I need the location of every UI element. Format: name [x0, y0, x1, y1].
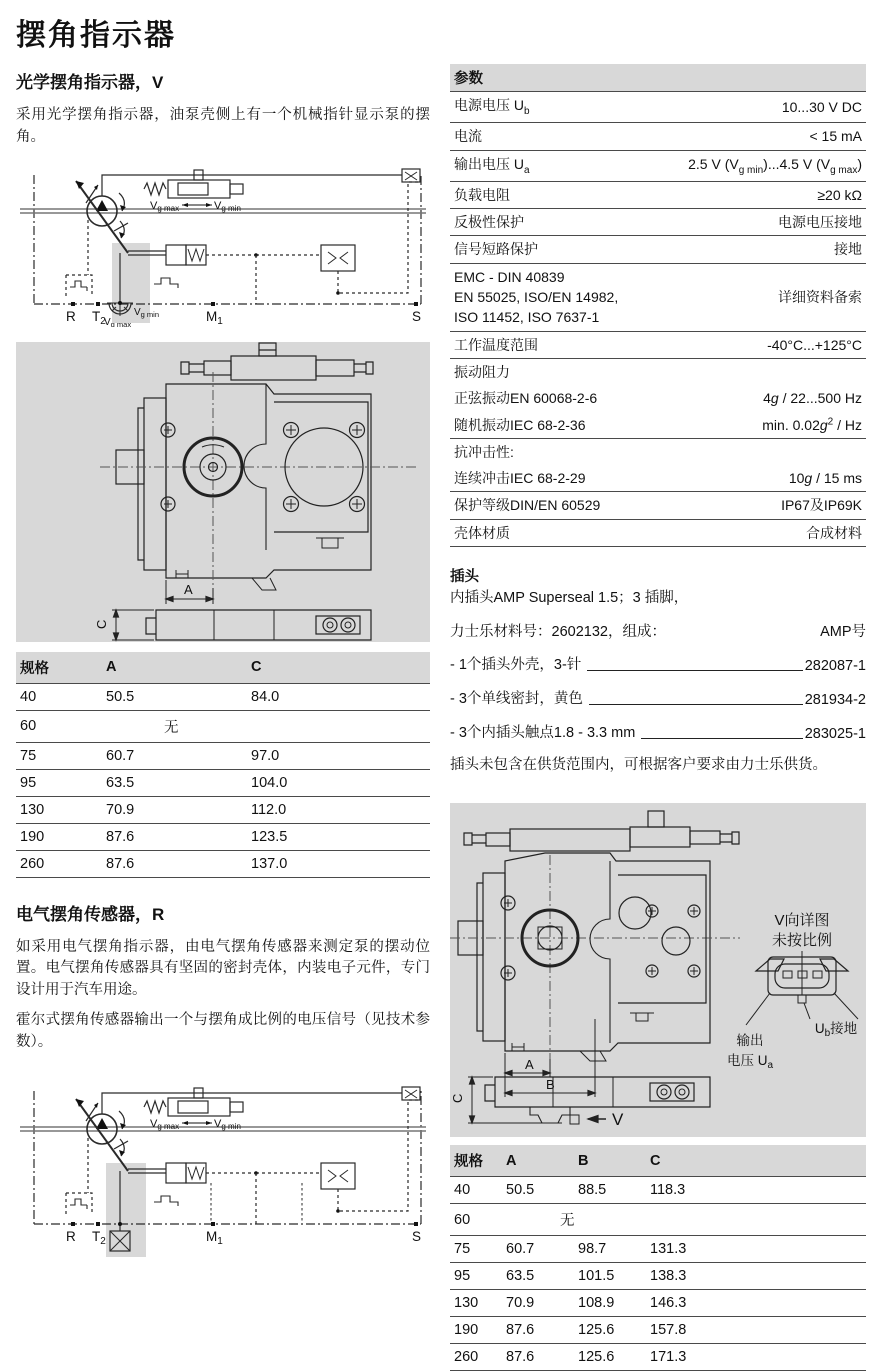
table-row [450, 1317, 866, 1344]
spec-table-electric [450, 1145, 866, 1371]
plug-item-label: - 3个单线密封，黄色 [450, 691, 583, 708]
vgmax-label: Vg max [150, 1118, 180, 1132]
port-t2-label: $T_2$ [92, 308, 106, 327]
size-cell: 60 [450, 1204, 502, 1236]
param-row [450, 412, 866, 439]
value-cell: 75 [16, 742, 102, 769]
spec-table-optical-header [16, 652, 430, 684]
fill-line [641, 738, 802, 739]
port-m1-label: $M_1$ [206, 1229, 223, 1248]
param-label: 信号短路保护 [454, 241, 538, 258]
param-value: 电源电压接地 [778, 214, 862, 231]
value-cell: 88.5 [574, 1177, 646, 1204]
plug-item-label: - 1个插头外壳，3-针 [450, 657, 582, 674]
value-cell: 95 [16, 769, 102, 796]
param-label: 保护等级DIN/EN 60529 [454, 497, 601, 514]
port-s-label: S [412, 308, 422, 324]
value-cell: 137.0 [247, 850, 430, 877]
table-row [16, 742, 430, 769]
param-value: 合成材料 [806, 524, 862, 541]
none-cell: 无 [502, 1204, 866, 1236]
dim-c-label: C [450, 1093, 465, 1104]
param-row [450, 264, 866, 332]
value-cell: 60.7 [102, 742, 247, 769]
highlight-strip [106, 1163, 146, 1257]
value-cell: 101.5 [574, 1263, 646, 1290]
param-label: 抗冲击性: [454, 443, 514, 460]
column-header: B [574, 1145, 646, 1177]
table-row [450, 1204, 866, 1236]
size-cell: 60 [16, 710, 102, 742]
hydraulic-schematic-electric [16, 1075, 430, 1257]
plug-note: 插头未包含在供货范围内，可根据客户要求由力士乐供货。 [450, 757, 827, 774]
value-cell: 125.6 [574, 1317, 646, 1344]
table-row [16, 683, 430, 710]
value-cell: 260 [450, 1344, 502, 1371]
plug-item [450, 721, 866, 742]
output-voltage-label-1: 输出 [736, 1033, 764, 1049]
value-cell: 146.3 [646, 1290, 866, 1317]
value-cell: 112.0 [247, 796, 430, 823]
hydraulic-schematic-optical [16, 163, 430, 327]
value-cell: 87.6 [502, 1344, 574, 1371]
dim-a-label: A [525, 1057, 534, 1073]
pump-drawing-electric-panel [450, 803, 866, 1137]
param-row [450, 151, 866, 182]
value-cell: 95 [450, 1263, 502, 1290]
optical-paragraph: 采用光学摆角指示器，油泵壳侧上有一个机械指针显示泵的摆角。 [16, 107, 430, 145]
table-row [450, 1263, 866, 1290]
param-row [450, 236, 866, 263]
column-header: 规格 [450, 1145, 502, 1177]
left-column [16, 64, 430, 1371]
param-row [450, 123, 866, 150]
table-row [450, 1236, 866, 1263]
param-value: 详细资料备索 [778, 289, 862, 306]
port-t2-label: $T_2$ [92, 1229, 106, 1248]
column-header: C [247, 652, 430, 684]
value-cell: 138.3 [646, 1263, 866, 1290]
param-row [450, 359, 866, 385]
param-row [450, 465, 866, 492]
parameters-heading: 参数 [450, 64, 866, 92]
value-cell: 190 [450, 1317, 502, 1344]
param-row [450, 332, 866, 359]
param-row [450, 385, 866, 411]
value-cell: 108.9 [574, 1290, 646, 1317]
value-cell: 130 [16, 796, 102, 823]
value-cell: 190 [16, 823, 102, 850]
table-row [450, 1344, 866, 1371]
electric-paragraph-1: 如采用电气摆角指示器，由电气摆角传感器来测定泵的摆动位置。电气摆角传感器具有坚固的密封壳体，内装电子元件，专门设计用于汽车用途。 [16, 938, 430, 998]
value-cell: 50.5 [502, 1177, 574, 1204]
value-cell: 60.7 [502, 1236, 574, 1263]
plug-item [450, 687, 866, 708]
table-row [450, 1290, 866, 1317]
vgmin-label: Vg min [214, 199, 241, 213]
param-label: 振动阻力 [454, 363, 510, 380]
value-cell: 87.6 [102, 850, 247, 877]
column-header: 规格 [16, 652, 102, 684]
electric-heading: 电气摆角传感器，R [16, 904, 165, 924]
gauge-vgmin-label: $V_{g min}$ [134, 306, 160, 319]
value-cell: 260 [16, 850, 102, 877]
column-header: C [646, 1145, 866, 1177]
page-title: 摆角指示器 [16, 19, 176, 52]
param-label: 随机振动IEC 68-2-36 [454, 416, 586, 433]
dim-c-label: C [94, 619, 109, 629]
plug-material-number: 力士乐材料号：2602132，组成： [450, 624, 666, 641]
none-cell: 无 [102, 710, 430, 742]
output-voltage-label-2: 电压 $U_a$ [726, 1053, 774, 1072]
port-m1-label: $M_1$ [206, 308, 223, 327]
param-value: min. $0.02g^2$ / Hz [762, 415, 862, 433]
value-cell: 70.9 [102, 796, 247, 823]
plug-amp-label: AMP号 [820, 624, 866, 641]
value-cell: 87.6 [502, 1317, 574, 1344]
spring-symbol [144, 1101, 166, 1113]
plug-items [450, 653, 866, 742]
parameters-rows [450, 92, 866, 547]
table-row [450, 1177, 866, 1204]
fill-line [589, 704, 803, 705]
optical-heading: 光学摆角指示器，V [16, 73, 164, 92]
param-value: < 15 mA [809, 128, 862, 145]
value-cell: 50.5 [102, 683, 247, 710]
column-header: A [102, 652, 247, 684]
value-cell: 84.0 [247, 683, 430, 710]
electric-paragraph-2: 霍尔式摆角传感器输出一个与摆角成比例的电压信号（见技术参数）。 [16, 1011, 430, 1050]
param-value: 2.5 V $(V_{g min})...4.5$ V $(V_{g max})$ [688, 155, 862, 176]
param-row [450, 92, 866, 123]
value-cell: 118.3 [646, 1177, 866, 1204]
param-value: ≥20 kΩ [817, 186, 862, 203]
plug-item-value: 282087-1 [804, 658, 866, 675]
value-cell: 130 [450, 1290, 502, 1317]
pump-drawing-optical-panel [16, 342, 430, 642]
detail-title-1: V向详图 [774, 912, 830, 930]
value-cell: 171.3 [646, 1344, 866, 1371]
spec-table-optical-body [16, 683, 430, 877]
dim-a-label: A [184, 581, 193, 597]
ground-label: $U_b$接地 [814, 1021, 858, 1040]
connector-detail-icon [746, 951, 858, 1025]
param-value: 10g / 15 ms [788, 470, 862, 487]
param-row [450, 492, 866, 519]
param-label: 电流 [454, 128, 482, 145]
spring-symbol [144, 183, 166, 195]
pump-drawing-electric [450, 803, 866, 1137]
table-row [16, 850, 430, 877]
value-cell: 40 [450, 1177, 502, 1204]
port-r-label: R [66, 1229, 76, 1245]
plug-item-value: 283025-1 [804, 726, 866, 743]
param-value: IP67及IP69K [781, 497, 862, 514]
value-cell: 125.6 [574, 1344, 646, 1371]
param-row [450, 182, 866, 209]
param-row [450, 209, 866, 236]
value-cell: 40 [16, 683, 102, 710]
value-cell: 63.5 [502, 1263, 574, 1290]
vgmax-label: Vg max [150, 199, 180, 213]
plug-line-2 [450, 620, 866, 641]
dim-b-label: B [546, 1077, 555, 1093]
value-cell: 104.0 [247, 769, 430, 796]
plug-item-label: - 3个内插头触点1.8 - 3.3 mm [450, 725, 636, 742]
param-value: 接地 [834, 241, 862, 258]
plug-heading: 插头 [450, 569, 479, 586]
column-header: A [502, 1145, 574, 1177]
table-row [16, 823, 430, 850]
param-label: 工作温度范围 [454, 336, 538, 353]
param-value: -40°C...+125°C [767, 336, 862, 353]
plug-line-1: 内插头AMP Superseal 1.5；3 插脚， [450, 590, 689, 607]
port-r-label: R [66, 308, 76, 324]
plug-section [450, 565, 866, 777]
value-cell: 123.5 [247, 823, 430, 850]
value-cell: 75 [450, 1236, 502, 1263]
plug-item-value: 281934-2 [804, 692, 866, 709]
value-cell: 70.9 [502, 1290, 574, 1317]
param-label: 电源电压 $U_b$ [454, 97, 530, 117]
detail-title-2: 未按比例 [771, 932, 833, 950]
param-label: 壳体材质 [454, 524, 510, 541]
param-label: 输出电压 $U_a$ [454, 155, 530, 176]
value-cell: 63.5 [102, 769, 247, 796]
table-row [16, 710, 430, 742]
value-cell: 157.8 [646, 1317, 866, 1344]
value-cell: 97.0 [247, 742, 430, 769]
fill-line [587, 670, 802, 671]
param-label: EMC - DIN 40839 EN 55025, ISO/EN 14982, ISO 11452, ISO 7637-1 [454, 268, 619, 326]
vgmin-label: Vg min [214, 1118, 241, 1132]
param-value: 4g / 22...500 Hz [763, 390, 862, 407]
spec-table-optical [16, 652, 430, 878]
param-label: 连续冲击IEC 68-2-29 [454, 470, 586, 487]
table-row [16, 769, 430, 796]
param-row [450, 520, 866, 547]
pump-drawing-optical [16, 342, 430, 642]
plug-item [450, 653, 866, 674]
param-label: 反极性保护 [454, 214, 524, 231]
table-row [16, 796, 430, 823]
param-label: 正弦振动EN 60068-2-6 [454, 390, 598, 407]
value-cell: 87.6 [102, 823, 247, 850]
gauge-vgmax-label: $V_{g max}$ [104, 316, 132, 327]
port-s-label: S [412, 1229, 422, 1245]
parameters-table [450, 64, 866, 547]
spec-table-electric-header [450, 1145, 866, 1177]
view-v-label: V [612, 1110, 624, 1130]
right-column [450, 64, 866, 1371]
param-value: 10...30 V DC [781, 99, 862, 115]
param-row [450, 439, 866, 465]
spec-table-electric-body [450, 1177, 866, 1371]
value-cell: 131.3 [646, 1236, 866, 1263]
param-label: 负载电阻 [454, 186, 510, 203]
value-cell: 98.7 [574, 1236, 646, 1263]
